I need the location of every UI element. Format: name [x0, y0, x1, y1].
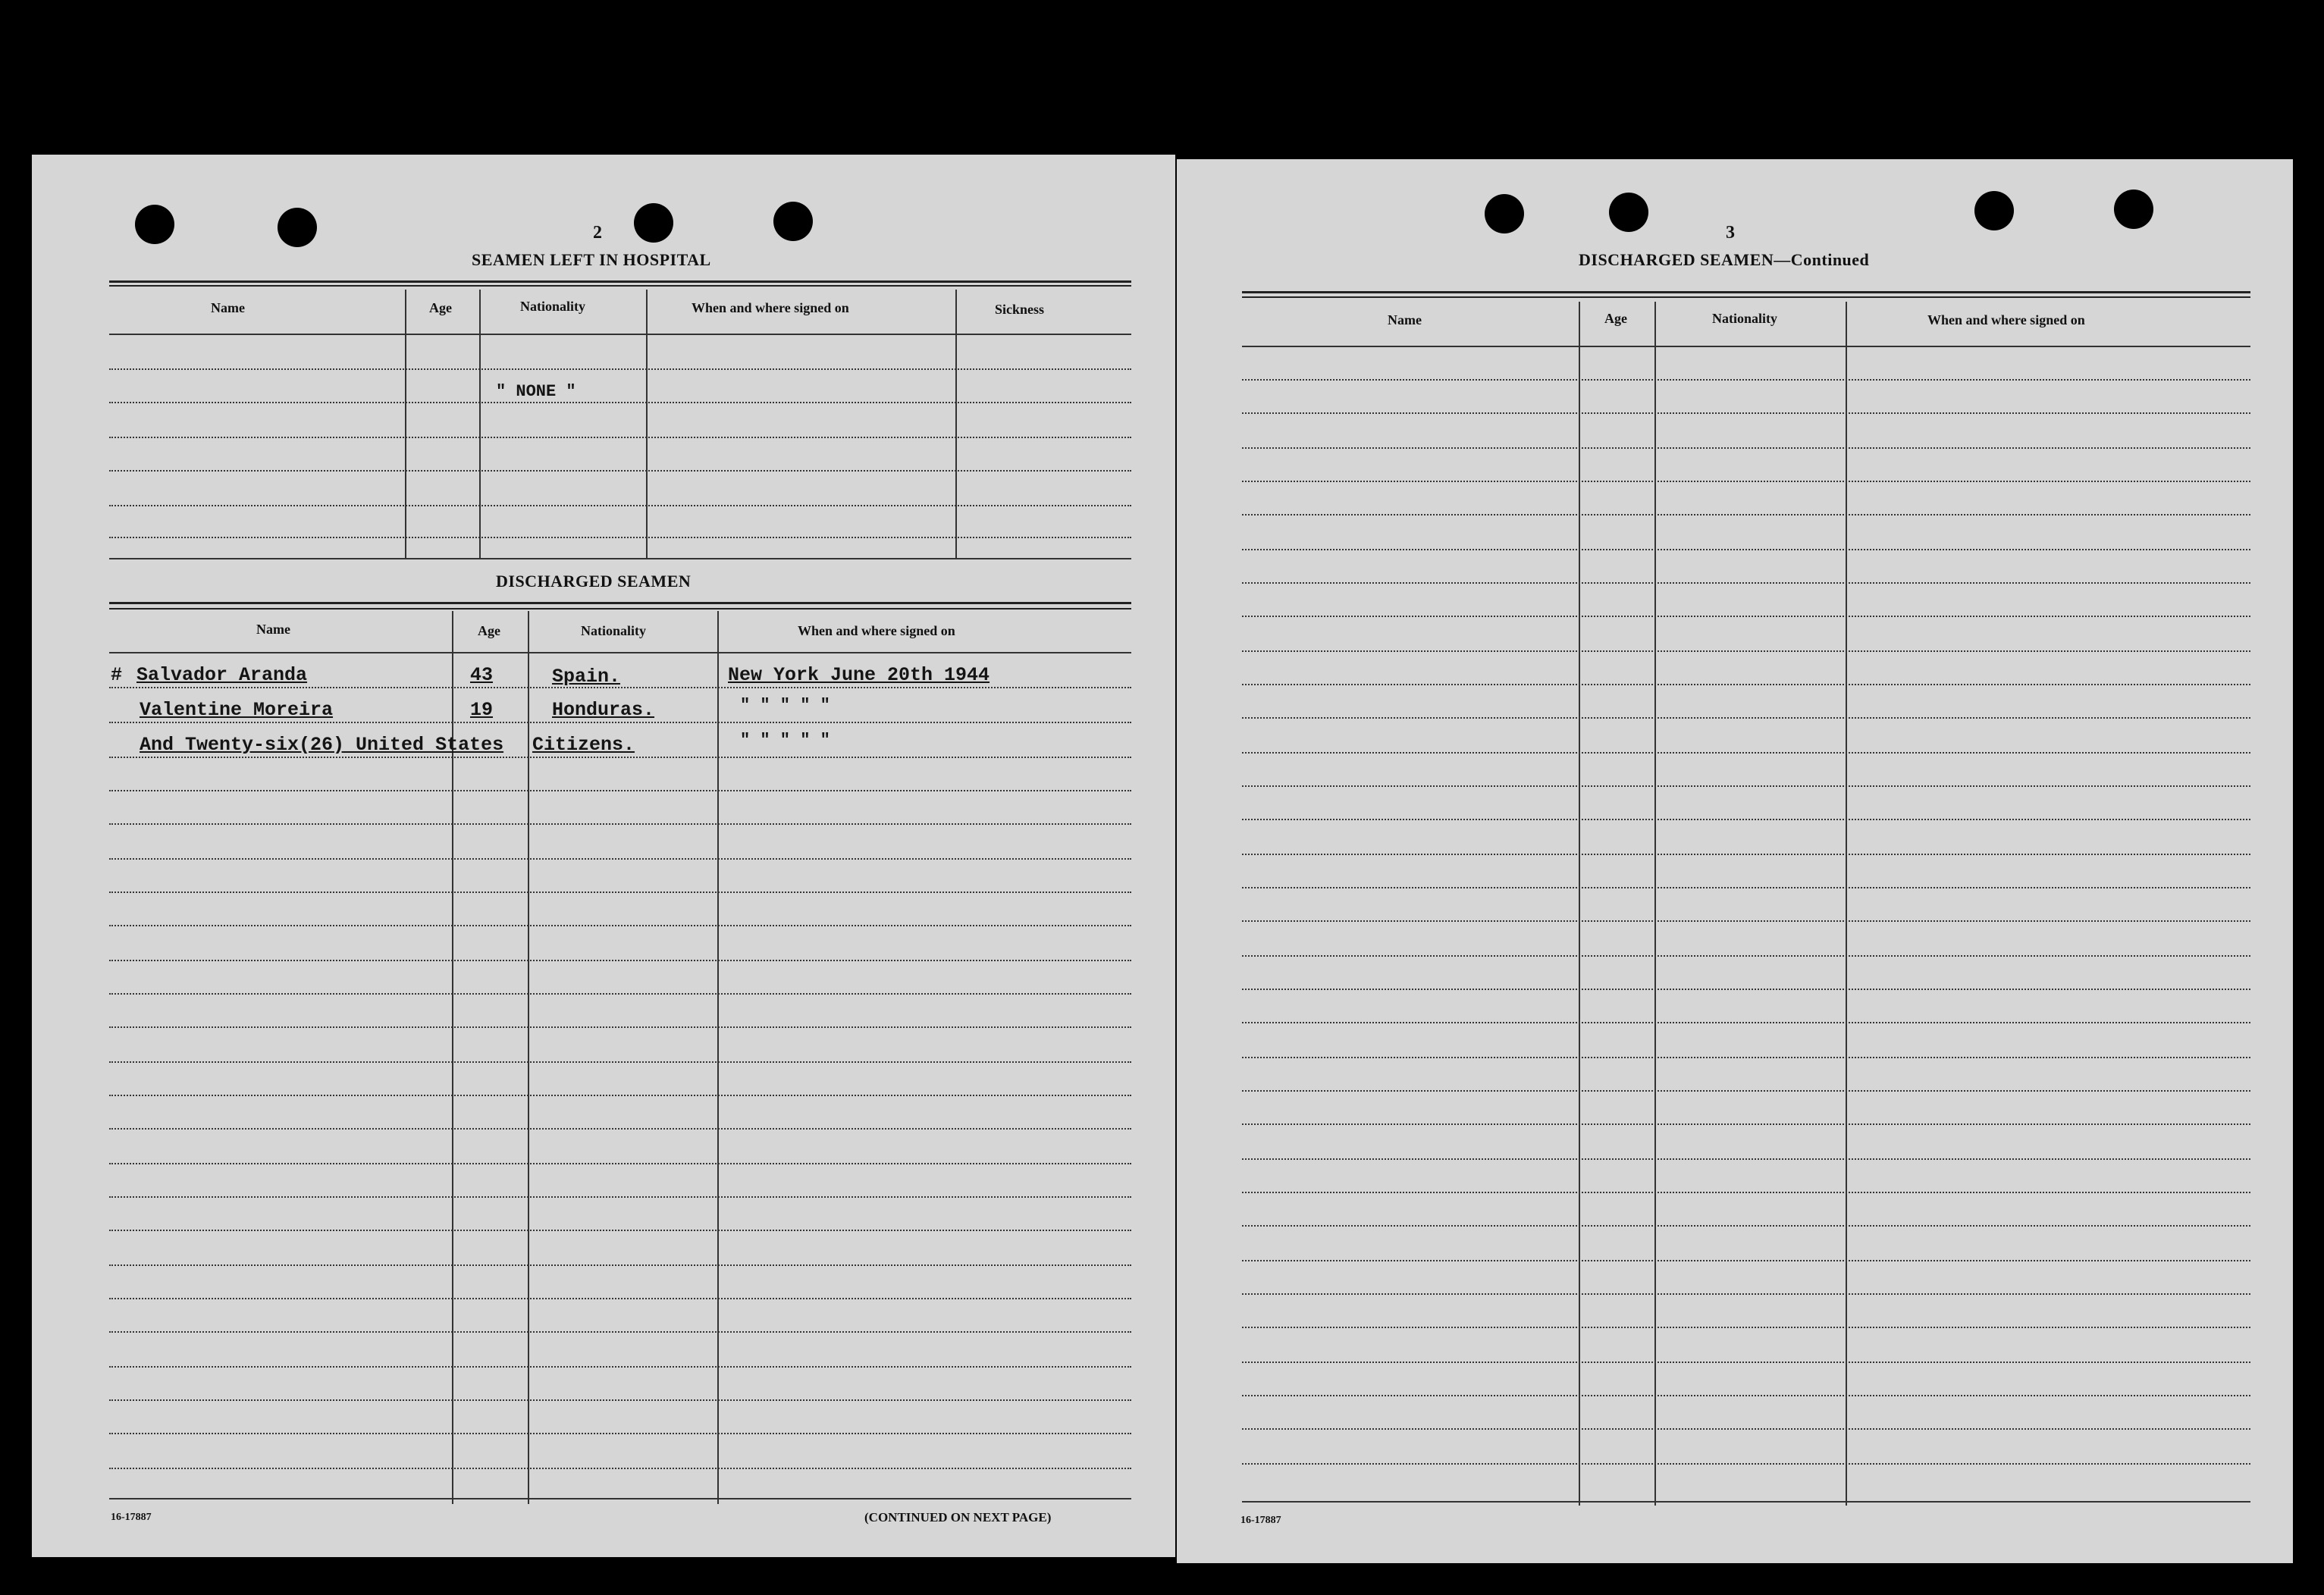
table-line	[109, 402, 1131, 403]
table-line	[1242, 616, 2250, 617]
table-line	[1242, 447, 2250, 449]
table-line	[1242, 1463, 2250, 1465]
table-line	[109, 1468, 1131, 1469]
table-line	[1242, 1123, 2250, 1125]
table-line	[1242, 819, 2250, 820]
hospital-header-name: Name	[211, 300, 245, 315]
right-header-age: Age	[1604, 311, 1627, 326]
table-line	[109, 722, 1131, 723]
discharged-top-rule	[109, 602, 1131, 604]
table-line	[1242, 785, 2250, 787]
table-line	[1242, 1260, 2250, 1261]
row-age: 43	[470, 664, 494, 686]
binder-hole	[773, 202, 813, 241]
row-name: Valentine Moreira	[140, 699, 334, 721]
table-line	[1242, 481, 2250, 482]
table-line	[1242, 1192, 2250, 1193]
table-line	[109, 368, 1131, 370]
hospital-col-divider	[405, 290, 406, 559]
table-line	[109, 757, 1131, 758]
right-header-nationality: Nationality	[1712, 311, 1778, 326]
binder-hole	[278, 208, 317, 247]
discharged-header-name: Name	[256, 622, 290, 637]
right-col-divider	[1654, 302, 1656, 1506]
table-line	[1242, 920, 2250, 922]
row-nationality: Honduras.	[552, 699, 655, 721]
table-line	[1242, 1428, 2250, 1430]
table-line	[1242, 717, 2250, 719]
table-line	[109, 790, 1131, 791]
table-line	[109, 1095, 1131, 1096]
table-line	[1242, 1327, 2250, 1328]
table-line	[109, 1264, 1131, 1266]
table-line	[1242, 1395, 2250, 1396]
hospital-col-divider	[955, 290, 957, 559]
table-line	[109, 960, 1131, 961]
hospital-top-rule	[109, 280, 1131, 283]
table-line	[1242, 1158, 2250, 1160]
table-line	[1242, 1225, 2250, 1227]
table-line	[109, 537, 1131, 538]
table-line	[109, 1061, 1131, 1063]
table-line	[1242, 412, 2250, 414]
table-line	[1242, 955, 2250, 957]
discharged-col-divider	[528, 611, 529, 1504]
right-bottom-rule	[1242, 1501, 2250, 1503]
discharged-header-age: Age	[478, 623, 500, 638]
page-number: 3	[1726, 223, 1735, 243]
hospital-bottom-rule	[109, 558, 1131, 559]
hospital-header-nationality: Nationality	[520, 299, 586, 314]
table-line	[109, 1026, 1131, 1028]
discharged-continued-title: DISCHARGED SEAMEN—Continued	[1579, 250, 1870, 269]
hospital-header-signed-on: When and where signed on	[692, 300, 849, 315]
binder-hole	[634, 203, 673, 243]
row-mark: #	[111, 664, 123, 686]
row-signed-on: New York June 20th 1944	[728, 664, 990, 686]
right-top-rule	[1242, 296, 2250, 298]
hospital-col-divider	[479, 290, 481, 559]
table-line	[109, 505, 1131, 506]
hospital-top-rule	[109, 285, 1131, 287]
binder-hole	[1485, 194, 1524, 233]
row-signed-on: " " " " "	[740, 731, 830, 750]
table-line	[109, 470, 1131, 472]
table-line	[109, 1128, 1131, 1130]
row-age: 19	[470, 699, 494, 721]
discharged-header-nationality: Nationality	[581, 623, 647, 638]
right-top-rule	[1242, 291, 2250, 293]
page-number: 2	[593, 223, 602, 243]
table-line	[1242, 650, 2250, 652]
table-line	[109, 1433, 1131, 1434]
table-line	[1242, 684, 2250, 685]
right-header-rule	[1242, 346, 2250, 347]
table-line	[1242, 887, 2250, 888]
right-page	[1177, 159, 2293, 1563]
table-line	[109, 1230, 1131, 1231]
row-nationality: Spain.	[552, 666, 621, 688]
table-line	[109, 1366, 1131, 1368]
table-line	[1242, 752, 2250, 754]
hospital-header-sickness: Sickness	[995, 302, 1045, 317]
row-name: Salvador Aranda	[136, 664, 308, 686]
discharged-col-divider	[717, 611, 719, 1504]
form-number: 16-17887	[1240, 1515, 1281, 1526]
table-line	[1242, 1022, 2250, 1023]
hospital-title: SEAMEN LEFT IN HOSPITAL	[472, 250, 711, 269]
table-line	[1242, 1090, 2250, 1092]
table-line	[109, 1298, 1131, 1299]
right-col-divider	[1846, 302, 1847, 1506]
hospital-header-rule	[109, 334, 1131, 335]
table-line	[1242, 1057, 2250, 1058]
discharged-title: DISCHARGED SEAMEN	[496, 572, 692, 591]
table-line	[109, 1331, 1131, 1333]
left-page	[32, 155, 1175, 1557]
discharged-header-signed-on: When and where signed on	[798, 623, 955, 638]
table-line	[1242, 1362, 2250, 1363]
right-header-name: Name	[1388, 312, 1422, 327]
binder-hole	[1974, 191, 2014, 230]
binder-hole	[135, 205, 174, 244]
table-line	[1242, 514, 2250, 515]
continued-note: (CONTINUED ON NEXT PAGE)	[864, 1510, 1052, 1524]
table-line	[109, 892, 1131, 893]
right-col-divider	[1579, 302, 1580, 1506]
right-header-signed-on: When and where signed on	[1927, 312, 2085, 327]
table-line	[1242, 1293, 2250, 1295]
row-name: And Twenty-six(26) United States	[140, 734, 504, 756]
table-line	[109, 437, 1131, 438]
discharged-top-rule	[109, 608, 1131, 609]
table-line	[109, 1196, 1131, 1198]
table-line	[109, 858, 1131, 860]
table-line	[1242, 582, 2250, 584]
table-line	[1242, 854, 2250, 855]
table-line	[1242, 549, 2250, 550]
discharged-header-rule	[109, 652, 1131, 653]
binder-hole	[2114, 190, 2153, 229]
hospital-header-age: Age	[429, 300, 452, 315]
table-line	[109, 823, 1131, 825]
hospital-col-divider	[646, 290, 648, 559]
table-line	[109, 993, 1131, 995]
discharged-bottom-rule	[109, 1498, 1131, 1499]
table-line	[1242, 989, 2250, 990]
table-line	[1242, 379, 2250, 381]
table-line	[109, 687, 1131, 688]
table-line	[109, 1163, 1131, 1164]
row-nationality: Citizens.	[532, 734, 635, 756]
row-signed-on: " " " " "	[740, 696, 830, 715]
binder-hole	[1609, 193, 1648, 232]
table-line	[109, 925, 1131, 926]
table-line	[109, 1399, 1131, 1401]
hospital-none-entry: " NONE "	[496, 382, 576, 401]
form-number: 16-17887	[111, 1512, 152, 1523]
